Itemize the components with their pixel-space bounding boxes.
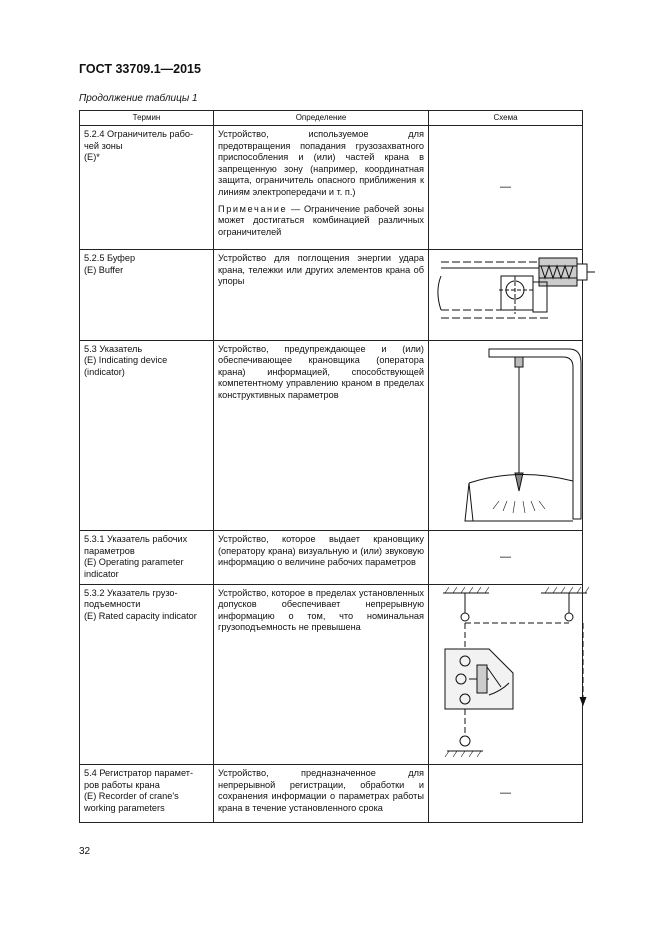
header-scheme: Схема xyxy=(429,111,583,126)
table-row xyxy=(80,340,583,531)
term-line: параметров xyxy=(84,545,135,556)
term-line: (E) Buffer xyxy=(84,264,124,275)
definition-text: Устройство, которое в пределах установленных допусков обеспечивает непрерывную информацию о том, что номинальная грузоподъемность не превышена xyxy=(218,587,424,633)
document-code: ГОСТ 33709.1—2015 xyxy=(79,62,201,76)
definition-cell xyxy=(214,126,429,250)
term-line: ров работы крана xyxy=(84,779,160,790)
page-number: 32 xyxy=(79,846,91,857)
term-line: чей зоны xyxy=(84,140,123,151)
scheme-cell xyxy=(429,250,583,341)
definition-text: Устройство, предупреждающее и (или) обеспечивающее крановщика (оператора крана) информацией, способствующей компетентному управлению краном в пределах конструктивных параметров xyxy=(218,343,424,400)
table-row xyxy=(80,126,583,250)
header-term: Термин xyxy=(80,111,214,126)
table-continuation-caption: Продолжение таблицы 1 xyxy=(79,93,198,104)
term-line: (E) Rated capacity indicator xyxy=(84,610,197,621)
term-line: (E) Indicating device xyxy=(84,355,168,366)
term-line: 5.2.5 Буфер xyxy=(84,253,136,263)
scheme-cell: — xyxy=(429,765,583,823)
table-row xyxy=(80,765,583,823)
table-row xyxy=(80,531,583,584)
scheme-cell: — xyxy=(429,126,583,250)
term-cell xyxy=(80,250,214,341)
term-line: 5.3.1 Указатель рабочих xyxy=(84,534,188,545)
definition-text: Устройство, предназначенное для непрерывной регистрации, обработки и сохранения информации о параметрах работы крана в течение установленного срока xyxy=(218,768,424,813)
definition-note xyxy=(218,204,424,239)
table-row xyxy=(80,584,583,765)
buffer-diagram xyxy=(429,250,597,336)
term-line: indicator xyxy=(84,568,119,579)
definition-cell xyxy=(214,765,429,823)
term-cell xyxy=(80,584,214,765)
scheme-cell xyxy=(429,340,583,531)
terms-table xyxy=(79,110,583,823)
term-line: 5.2.4 Ограничитель рабо- xyxy=(84,129,194,139)
definition-text: Устройство, которое выдает крановщику (оператору крана) визуальную и (или) звуковую информацию о величине рабочих параметров xyxy=(218,534,424,568)
term-cell xyxy=(80,531,214,584)
term-line: working parameters xyxy=(84,802,165,813)
capacity-indicator-diagram xyxy=(429,585,597,761)
definition-cell xyxy=(214,531,429,584)
indicator-diagram xyxy=(429,341,597,527)
table-header-row xyxy=(80,111,583,126)
term-cell xyxy=(80,765,214,823)
table-row xyxy=(80,250,583,341)
scheme-cell: — xyxy=(429,531,583,584)
term-line: (E) Recorder of crane's xyxy=(84,791,179,802)
definition-text: Устройство для поглощения энергии удара крана, тележки или других элементов крана об упоры xyxy=(218,253,424,287)
term-line: 5.3 Указатель xyxy=(84,343,143,354)
term-cell xyxy=(80,340,214,531)
term-line: (E)* xyxy=(84,152,100,163)
header-definition: Определение xyxy=(214,111,429,126)
term-line: 5.3.2 Указатель грузо- xyxy=(84,587,178,598)
definition-cell xyxy=(214,584,429,765)
term-line: 5.4 Регистратор парамет- xyxy=(84,768,194,779)
definition-text: Устройство, используемое для предотвращения попадания грузозахватного приспособления и (или) частей крана в запрещенную зону (например, координатная защита, ограничитель опасного приближения к линиям электропередачи и т. п.) xyxy=(218,129,424,197)
term-line: подъемности xyxy=(84,599,141,610)
term-line: (indicator) xyxy=(84,366,125,377)
term-line: (E) Operating parameter xyxy=(84,557,184,568)
scheme-cell xyxy=(429,584,583,765)
note-text: — Ограничение рабочей зоны может достигаться комбинацией различных ограничителей xyxy=(218,203,424,237)
definition-cell xyxy=(214,340,429,531)
term-cell xyxy=(80,126,214,250)
definition-cell xyxy=(214,250,429,341)
note-label: Примечание xyxy=(218,203,288,214)
